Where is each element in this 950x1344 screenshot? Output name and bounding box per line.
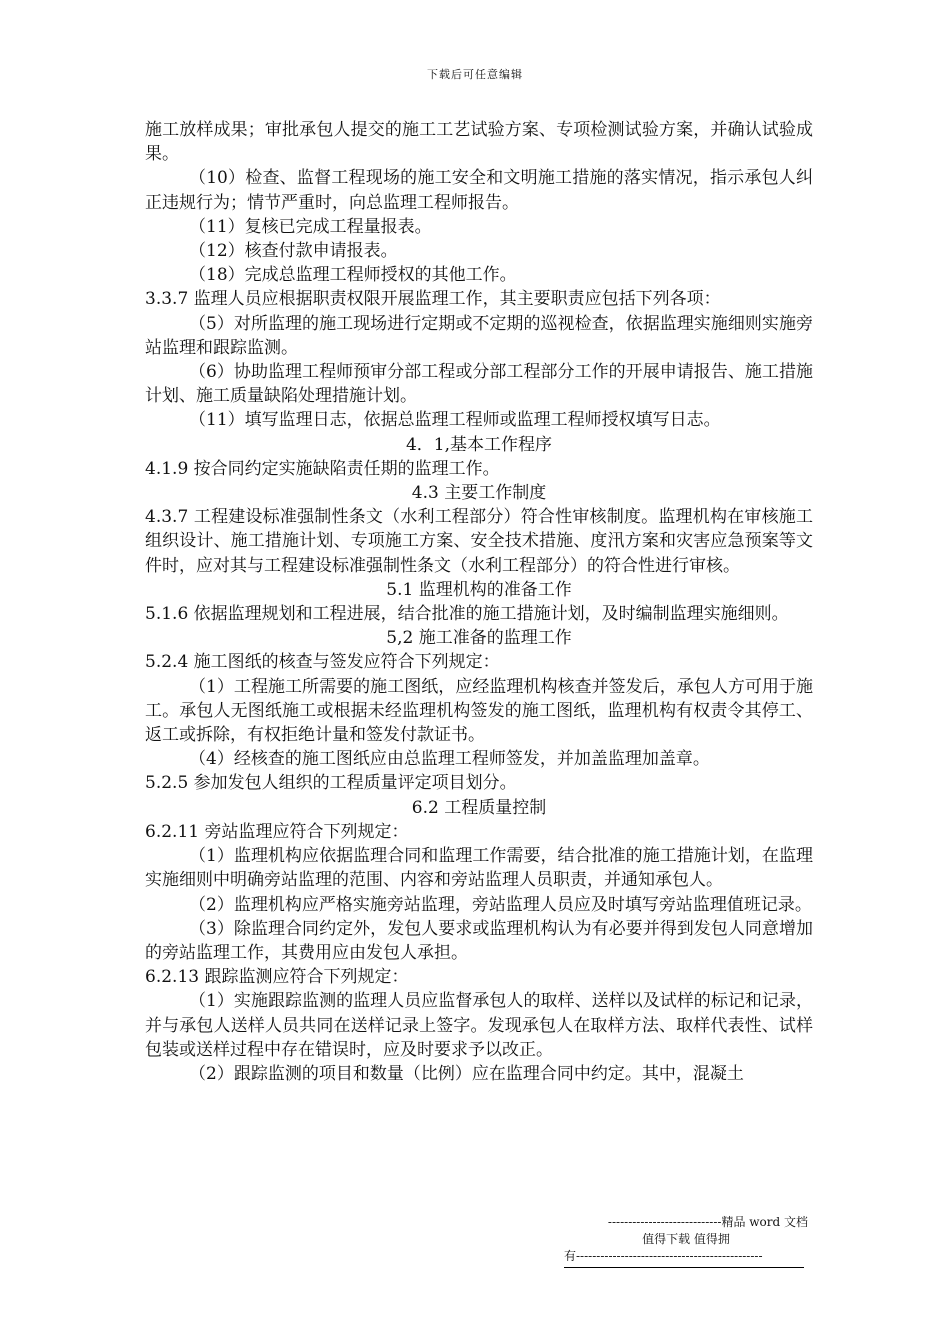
paragraph: （6）协助监理工程师预审分部工程或分部工程部分工作的开展申请报告、施工措施计划、施工质量缺陷处理措施计划。 bbox=[145, 362, 813, 407]
paragraph: （3）除监理合同约定外，发包人要求或监理机构认为有必要并得到发包人同意增加的旁站监理工作，其费用应由发包人承担。 bbox=[145, 918, 813, 963]
footer-line-2: 值得下载 值得拥 bbox=[642, 1232, 730, 1246]
paragraph: （1）工程施工所需要的施工图纸，应经监理机构核查并签发后，承包人方可用于施工。承包人无图纸施工或根据未经监理机构签发的施工图纸，监理机构有权责令其停工、返工或拆除，有权拒绝计量和签发付款证书。 bbox=[145, 676, 813, 746]
section-heading: 4.3 主要工作制度 bbox=[411, 483, 547, 504]
paragraph: （11）填写监理日志，依据总监理工程师或监理工程师授权填写日志。 bbox=[189, 410, 721, 431]
paragraph: 5.1.6 依据监理规划和工程进展，结合批准的施工措施计划，及时编制监理实施细则。 bbox=[145, 604, 789, 625]
footer-rule bbox=[564, 1267, 804, 1268]
paragraph: 3.3.7 监理人员应根据职责权限开展监理工作，其主要职责应包括下列各项： bbox=[145, 289, 721, 310]
paragraph: （4）经核查的施工图纸应由总监理工程师签发，并加盖监理加盖章。 bbox=[189, 749, 710, 770]
section-heading: 4．1,基本工作程序 bbox=[405, 434, 553, 455]
paragraph: 4.1.9 按合同约定实施缺陷责任期的监理工作。 bbox=[145, 458, 500, 479]
paragraph: 4.3.7 工程建设标准强制性条文（水利工程部分）符合性审核制度。监理机构在审核施工组织设计、施工措施计划、专项施工方案、安全技术措施、度汛方案和灾害应急预案等文件时，应对其与工程建设标准强制性条文（水利工程部分）的符合性进行审核。 bbox=[145, 507, 813, 576]
paragraph: （18）完成总监理工程师授权的其他工作。 bbox=[189, 265, 517, 286]
paragraph: 施工放样成果；审批承包人提交的施工工艺试验方案、专项检测试验方案，并确认试验成果。 bbox=[145, 120, 813, 165]
footer-line-3: 有---------------------------------------------- bbox=[564, 1249, 763, 1263]
paragraph: 6.2.11 旁站监理应符合下列规定： bbox=[145, 821, 409, 842]
footer-line-1: ----------------------------精品 word 文档 bbox=[607, 1215, 808, 1229]
page-header: 下载后可任意编辑 bbox=[427, 68, 523, 81]
paragraph: （2）跟踪监测的项目和数量（比例）应在监理合同中约定。其中，混凝土 bbox=[189, 1063, 744, 1084]
paragraph: （1）监理机构应依据监理合同和监理工作需要，结合批准的施工措施计划，在监理实施细则中明确旁站监理的范围、内容和旁站监理人员职责，并通知承包人。 bbox=[145, 846, 813, 891]
section-heading: 5,2 施工准备的监理工作 bbox=[386, 628, 572, 649]
footer-note bbox=[564, 1214, 808, 1268]
paragraph: （2）监理机构应严格实施旁站监理，旁站监理人员应及时填写旁站监理值班记录。 bbox=[189, 894, 812, 915]
paragraph: 5.2.4 施工图纸的核查与签发应符合下列规定： bbox=[145, 652, 500, 673]
paragraph: （1）实施跟踪监测的监理人员应监督承包人的取样、送样以及试样的标记和记录，并与承包人送样人员共同在送样记录上签字。发现承包人在取样方法、取样代表性、试样包装或送样过程中存在错误时，应及时要求予以改正。 bbox=[145, 991, 813, 1060]
section-heading: 5.1 监理机构的准备工作 bbox=[386, 579, 572, 600]
paragraph: 5.2.5 参加发包人组织的工程质量评定项目划分。 bbox=[145, 773, 517, 794]
paragraph: （10）检查、监督工程现场的施工安全和文明施工措施的落实情况，指示承包人纠正违规行为；情节严重时，向总监理工程师报告。 bbox=[145, 168, 813, 213]
paragraph: 6.2.13 跟踪监测应符合下列规定： bbox=[145, 967, 409, 988]
paragraph: （5）对所监理的施工现场进行定期或不定期的巡视检查，依据监理实施细则实施旁站监理和跟踪监测。 bbox=[145, 313, 813, 358]
paragraph: （11）复核已完成工程量报表。 bbox=[189, 216, 432, 237]
section-heading: 6.2 工程质量控制 bbox=[411, 797, 547, 818]
document-body bbox=[145, 118, 813, 1086]
paragraph: （12）核查付款申请报表。 bbox=[189, 241, 398, 262]
